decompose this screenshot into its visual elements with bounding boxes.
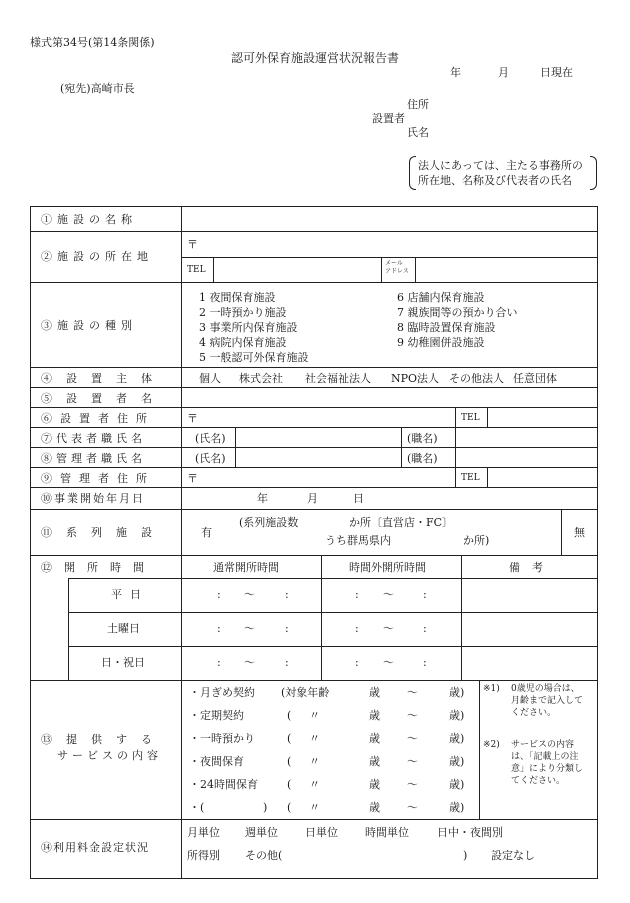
notes-column-border xyxy=(479,680,480,819)
tel-cell-border xyxy=(487,467,488,487)
row-divider xyxy=(31,819,597,820)
row-divider xyxy=(31,427,597,428)
row-divider xyxy=(31,231,597,232)
row-divider xyxy=(31,282,597,283)
name-cell-border xyxy=(455,427,456,467)
age-from-unit: 歳 xyxy=(369,801,380,814)
age-to-unit: 歳) xyxy=(449,686,465,699)
fee-weekly: 週単位 xyxy=(245,826,278,839)
row-divider xyxy=(31,367,597,368)
ditto-mark: 〃 xyxy=(309,709,320,722)
age-open-paren: ( xyxy=(287,732,292,745)
date-year-label: 年 xyxy=(450,66,461,79)
none-cell-border xyxy=(561,509,562,555)
document-title: 認可外保育施設運営状況報告書 xyxy=(231,51,400,65)
address-inner-divider xyxy=(181,257,597,258)
fee-hourly: 時間単位 xyxy=(365,826,409,839)
services-label-line1: ⑬提供する xyxy=(41,733,166,746)
age-open-paren: ( xyxy=(287,801,292,814)
holiday-label: 日・祝日 xyxy=(101,656,145,669)
email-cell-border xyxy=(415,257,416,282)
time-colon: : xyxy=(355,622,359,635)
address-label: 住所 xyxy=(407,98,429,111)
tel-label: TEL xyxy=(461,413,480,423)
time-tilde: 〜 xyxy=(244,588,255,601)
name-cell-border xyxy=(401,427,402,467)
age-to-unit: 歳) xyxy=(449,709,465,722)
facility-address-label: ②施設の所在地 xyxy=(41,250,153,263)
establisher-label: 設置者 xyxy=(372,112,405,125)
time-colon: : xyxy=(217,656,221,669)
weekday-label: 平日 xyxy=(111,588,149,601)
services-label-line2: サービスの内容 xyxy=(57,749,162,762)
establisher-name-label: ⑤設置者名 xyxy=(41,392,166,405)
label-column-border xyxy=(181,680,182,878)
note1-line1: 0歳児の場合は、 xyxy=(511,684,580,694)
affiliate-count-label: (系列施設数 xyxy=(239,516,299,529)
time-tilde: 〜 xyxy=(383,656,394,669)
fee-day-night: 日中・夜間別 xyxy=(437,826,503,839)
tel-cell-border xyxy=(455,467,456,487)
note2-line1: サービスの内容 xyxy=(511,740,575,750)
time-colon: : xyxy=(355,656,359,669)
corporate-note-line1: 法人にあっては、主たる事務所の xyxy=(418,159,583,172)
age-to-unit: 歳) xyxy=(449,755,465,768)
start-day-label: 日 xyxy=(353,492,364,505)
age-from-unit: 歳 xyxy=(369,686,380,699)
tel-label: TEL xyxy=(187,265,206,275)
row-divider xyxy=(31,467,597,468)
report-form xyxy=(30,206,598,879)
hours-row-divider xyxy=(68,612,597,613)
fee-setting-label: ⑭利用料金設定状況 xyxy=(41,841,149,854)
owner-type-social-welfare: 社会福祉法人 xyxy=(305,372,371,385)
name-cell-border xyxy=(235,427,236,467)
age-open-paren: ( xyxy=(287,778,292,791)
facility-type-2: 2 一時預かり施設 xyxy=(199,306,287,319)
row-divider xyxy=(31,447,597,448)
manager-name-label: (氏名) xyxy=(195,452,226,465)
note1-mark: ※1) xyxy=(483,684,500,694)
email-cell-border xyxy=(381,257,382,282)
facility-type-4: 4 病院内保育施設 xyxy=(199,336,287,349)
time-colon: : xyxy=(355,588,359,601)
note2-mark: ※2) xyxy=(483,740,500,750)
hours-column-border xyxy=(321,555,322,680)
date-day-label: 日現在 xyxy=(540,66,573,79)
hours-row-divider xyxy=(68,646,597,647)
hours-note-header: 備考 xyxy=(509,561,555,574)
facility-type-6: 6 店舗内保育施設 xyxy=(397,291,485,304)
tel-cell-border xyxy=(455,407,456,427)
time-colon: : xyxy=(285,588,289,601)
time-tilde: 〜 xyxy=(383,622,394,635)
age-to-unit: 歳) xyxy=(449,732,465,745)
bracket-right xyxy=(590,156,597,190)
target-age-label: (対象年齢 xyxy=(281,686,330,699)
owner-type-individual: 個人 xyxy=(199,372,221,385)
owner-type-label: ④設置主体 xyxy=(41,372,166,385)
fee-income: 所得別 xyxy=(187,849,220,862)
ditto-mark: 〃 xyxy=(309,778,320,791)
affiliate-yes: 有 xyxy=(201,526,212,539)
fee-none: 設定なし xyxy=(491,849,535,862)
hours-indent-border xyxy=(68,578,69,680)
hours-extra-header: 時間外開所時間 xyxy=(349,561,426,574)
time-colon: : xyxy=(423,588,427,601)
opening-hours-label: ⑫開所時間 xyxy=(41,561,156,574)
time-colon: : xyxy=(285,622,289,635)
saturday-label: 土曜日 xyxy=(107,622,140,635)
age-tilde: 〜 xyxy=(407,709,418,722)
start-year-label: 年 xyxy=(257,492,268,505)
hours-day-column-border xyxy=(181,555,182,680)
row-divider xyxy=(31,680,597,681)
time-tilde: 〜 xyxy=(244,656,255,669)
ditto-mark: 〃 xyxy=(309,732,320,745)
age-to-unit: 歳) xyxy=(449,778,465,791)
tel-cell-border xyxy=(487,407,488,427)
note2-line2: は、「記載上の注 xyxy=(511,752,579,762)
facility-type-8: 8 臨時設置保育施設 xyxy=(397,321,496,334)
ditto-mark: 〃 xyxy=(309,755,320,768)
owner-type-corporation: 株式会社 xyxy=(239,372,283,385)
age-from-unit: 歳 xyxy=(369,732,380,745)
affiliate-direct-fc: 〔直営店・FC〕 xyxy=(371,516,454,529)
time-tilde: 〜 xyxy=(383,588,394,601)
hours-column-border xyxy=(461,555,462,680)
postal-mark: 〒 xyxy=(187,238,198,251)
owner-type-npo: NPO法人 xyxy=(391,372,440,385)
fee-monthly: 月単位 xyxy=(187,826,220,839)
addressee: (宛先)高崎市長 xyxy=(60,82,135,95)
representative-name-label: (氏名) xyxy=(195,432,226,445)
owner-type-other-corp: その他法人 xyxy=(449,372,504,385)
start-date-label: ⑩事業開始年月日 xyxy=(41,492,145,505)
time-colon: : xyxy=(423,622,427,635)
facility-type-3: 3 事業所内保育施設 xyxy=(199,321,298,334)
fee-daily: 日単位 xyxy=(305,826,338,839)
corporate-note-line2: 所在地、名称及び代表者の氏名 xyxy=(418,174,572,187)
age-from-unit: 歳 xyxy=(369,709,380,722)
establisher-address-label: ⑥設置者住所 xyxy=(41,412,155,425)
note2-line4: てください。 xyxy=(511,776,566,786)
facility-type-9: 9 幼稚園併設施設 xyxy=(397,336,485,349)
time-colon: : xyxy=(217,622,221,635)
ditto-mark: 〃 xyxy=(309,801,320,814)
hours-header-divider xyxy=(68,578,597,579)
note2-line3: 意」により分類し xyxy=(511,764,584,774)
manager-title-label: (職名) xyxy=(407,452,438,465)
time-tilde: 〜 xyxy=(244,622,255,635)
affiliate-label: ⑪系列施設 xyxy=(41,526,166,539)
postal-mark: 〒 xyxy=(187,472,198,485)
start-month-label: 月 xyxy=(307,492,318,505)
age-tilde: 〜 xyxy=(407,801,418,814)
age-open-paren: ( xyxy=(287,755,292,768)
age-open-paren: ( xyxy=(287,709,292,722)
age-from-unit: 歳 xyxy=(369,778,380,791)
service-monthly: ・月ぎめ契約 xyxy=(189,686,255,699)
note1-line3: ください。 xyxy=(511,708,557,718)
fee-other: その他( xyxy=(245,849,283,862)
row-divider xyxy=(31,407,597,408)
service-temporary: ・一時預かり xyxy=(189,732,255,745)
bracket-left xyxy=(409,156,416,190)
row-divider xyxy=(31,509,597,510)
row-divider xyxy=(31,555,597,556)
label-column-border xyxy=(181,207,182,555)
age-tilde: 〜 xyxy=(407,732,418,745)
corporate-note xyxy=(409,156,597,190)
row-divider xyxy=(31,387,597,388)
manager-label: ⑧管理者職氏名 xyxy=(41,452,146,465)
service-other-close: ) xyxy=(263,801,268,814)
facility-name-label: ①施設の名称 xyxy=(41,213,137,226)
affiliate-gunma-kasho: か所) xyxy=(463,534,490,547)
service-night: ・夜間保育 xyxy=(189,755,244,768)
age-tilde: 〜 xyxy=(407,778,418,791)
time-colon: : xyxy=(423,656,427,669)
time-colon: : xyxy=(217,588,221,601)
manager-address-label: ⑨管理者住所 xyxy=(41,472,155,485)
form-number: 様式第34号(第14条関係) xyxy=(30,36,155,49)
service-24h: ・24時間保育 xyxy=(189,778,258,791)
facility-type-label: ③施設の種別 xyxy=(41,319,137,332)
name-label: 氏名 xyxy=(407,126,429,139)
service-periodic: ・定期契約 xyxy=(189,709,244,722)
row-divider xyxy=(31,487,597,488)
representative-label: ⑦代表者職氏名 xyxy=(41,432,146,445)
facility-type-5: 5 一般認可外保育施設 xyxy=(199,351,309,364)
postal-mark: 〒 xyxy=(187,412,198,425)
fee-other-close: ) xyxy=(463,849,468,862)
affiliate-gunma-label: うち群馬県内 xyxy=(325,534,391,547)
facility-type-7: 7 親族間等の預かり合い xyxy=(397,306,518,319)
tel-cell-border xyxy=(213,257,214,282)
date-month-label: 月 xyxy=(498,66,509,79)
tel-label: TEL xyxy=(461,473,480,483)
age-tilde: 〜 xyxy=(407,755,418,768)
owner-type-voluntary: 任意団体 xyxy=(513,372,557,385)
hours-normal-header: 通常開所時間 xyxy=(213,561,279,574)
age-tilde: 〜 xyxy=(407,686,418,699)
time-colon: : xyxy=(285,656,289,669)
email-label-line1: メール xyxy=(385,260,403,267)
affiliate-no: 無 xyxy=(574,526,585,539)
service-other: ・( xyxy=(189,801,205,814)
age-to-unit: 歳) xyxy=(449,801,465,814)
note1-line2: 月齢まで記入して xyxy=(511,696,584,706)
email-label-line2: アドレス xyxy=(385,268,409,275)
affiliate-kasho: か所 xyxy=(349,516,371,529)
representative-title-label: (職名) xyxy=(407,432,438,445)
facility-type-1: 1 夜間保育施設 xyxy=(199,291,276,304)
age-from-unit: 歳 xyxy=(369,755,380,768)
